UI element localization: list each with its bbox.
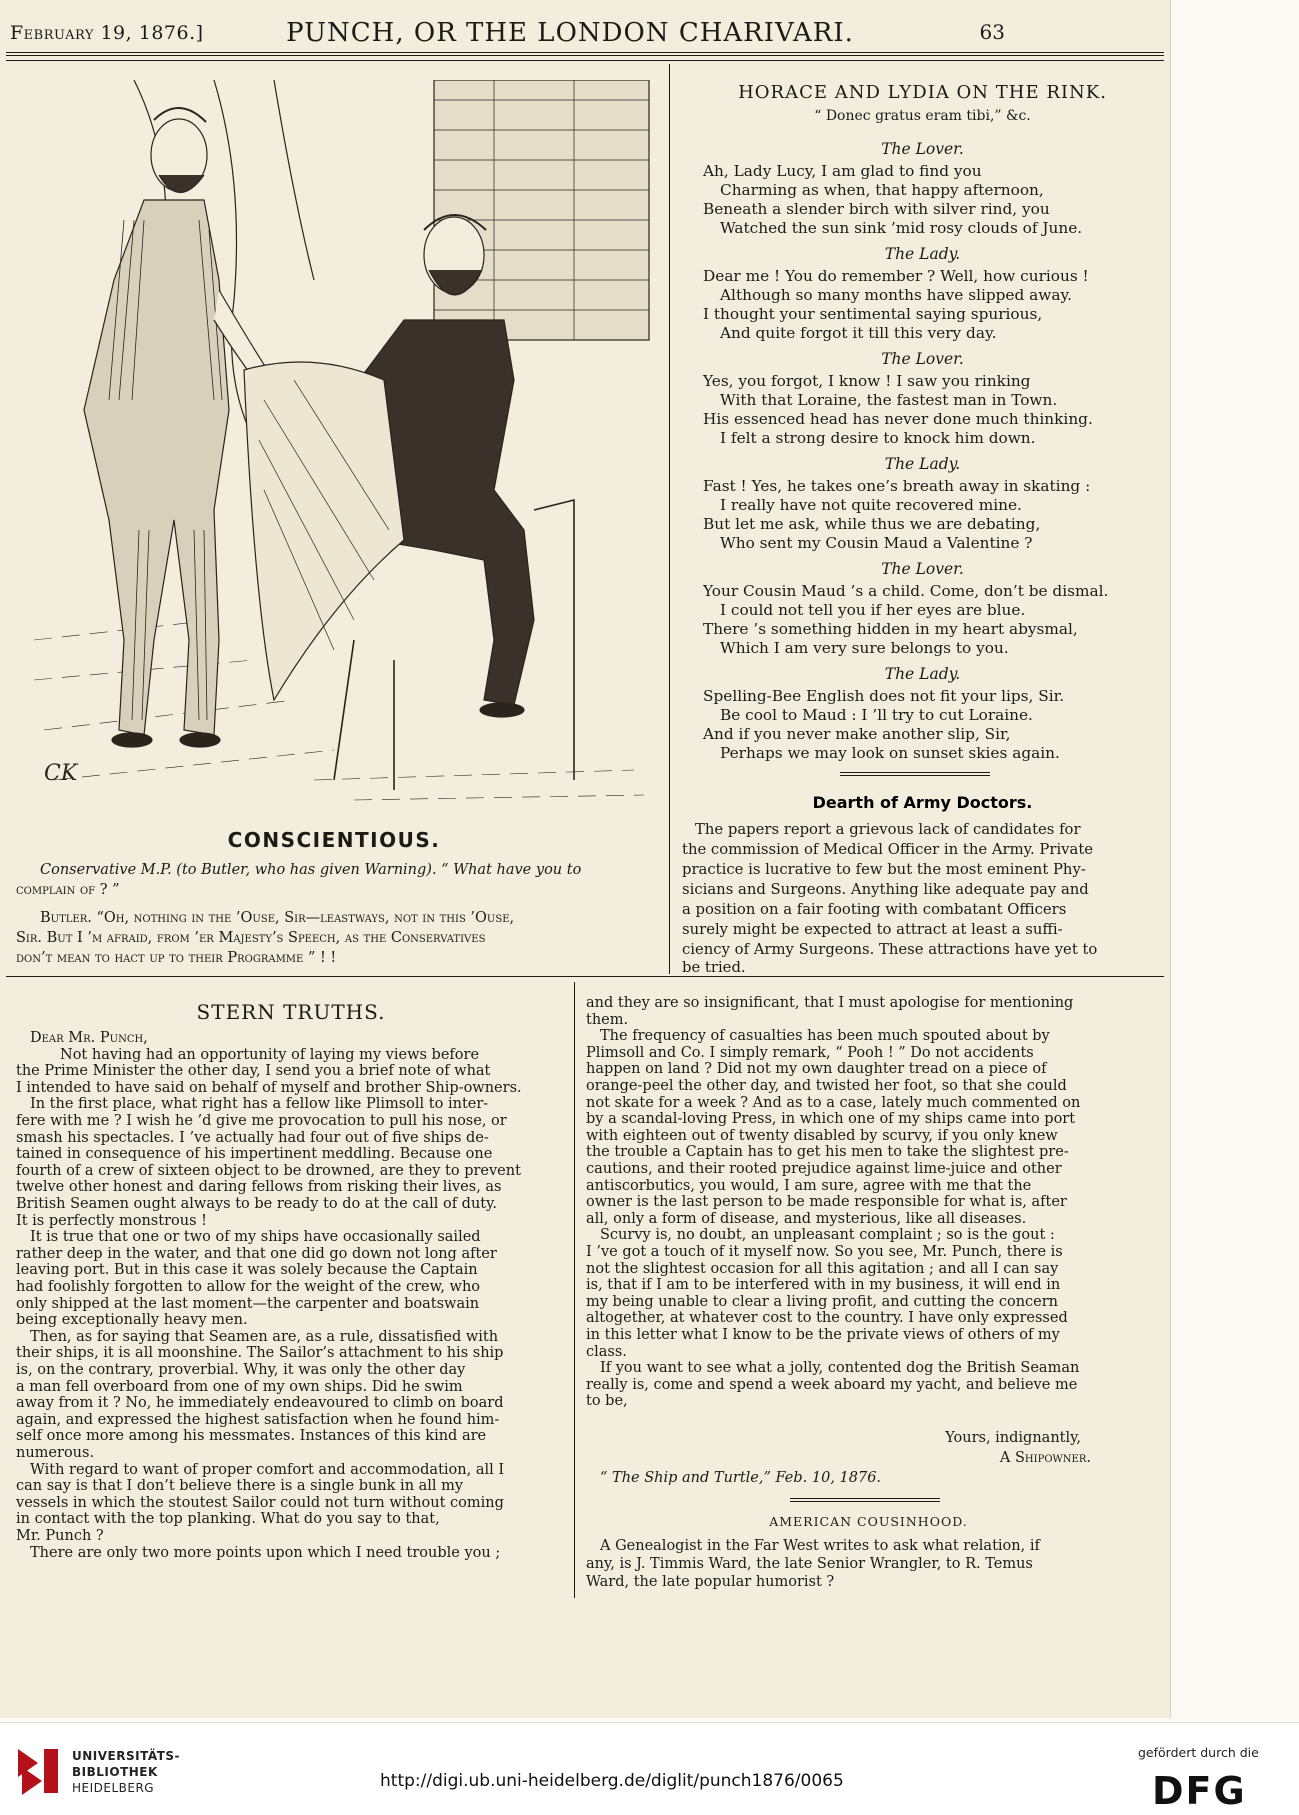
poem-line: With that Loraine, the fastest man in Town. bbox=[720, 391, 1058, 409]
poem-speaker: The Lover. bbox=[881, 560, 964, 578]
article-line: Then, as for saying that Seamen are, as a rule, dissatisfied with bbox=[30, 1328, 499, 1345]
article-line: a position on a fair footing with combatant Officers bbox=[682, 901, 1067, 918]
poem-line: I really have not quite recovered mine. bbox=[720, 496, 1022, 514]
article-line: them. bbox=[586, 1011, 629, 1028]
article-line: The frequency of casualties has been much spouted about by bbox=[600, 1028, 1050, 1045]
column-divider-top bbox=[669, 64, 670, 974]
article-line: sicians and Surgeons. Anything like adequate pay and bbox=[682, 881, 1089, 898]
article-line: With regard to want of proper comfort and accommodation, all I bbox=[30, 1461, 505, 1478]
article-line: It is true that one or two of my ships have occasionally sailed bbox=[30, 1229, 481, 1246]
article-line: orange-peel the other day, and twisted her foot, so that she could bbox=[586, 1078, 1067, 1094]
article-line: British Seamen ought always to be ready to do at the call of duty. bbox=[16, 1196, 497, 1212]
article-line: leaving port. But in this case it was solely because the Captain bbox=[16, 1262, 478, 1279]
article-line: fere with me ? I wish he ’d give me provocation to pull his nose, or bbox=[16, 1113, 507, 1129]
article-line: rather deep in the water, and that one did go down not long after bbox=[16, 1245, 497, 1262]
library-name-line: UNIVERSITÄTS- bbox=[72, 1749, 181, 1763]
poem-speaker: The Lady. bbox=[884, 245, 961, 263]
article-line: Not having had an opportunity of laying my views before bbox=[60, 1046, 480, 1063]
header-rule-2 bbox=[6, 55, 1164, 56]
source-url-link[interactable]: http://digi.ub.uni-heidelberg.de/diglit/punch1876/0065 bbox=[380, 1771, 844, 1791]
article-line: to be, bbox=[586, 1393, 628, 1410]
poem-line: Beneath a slender birch with silver rind, you bbox=[703, 200, 1050, 218]
separator-rule bbox=[840, 775, 990, 776]
article-line: the Prime Minister the other day, I send you a brief note of what bbox=[16, 1063, 491, 1080]
column-divider-bottom bbox=[574, 982, 575, 1598]
poem-title: HORACE AND LYDIA ON THE RINK. bbox=[738, 82, 1107, 103]
article-line: being exceptionally heavy men. bbox=[16, 1312, 248, 1329]
article-line: fourth of a crew of sixteen object to be drowned, are they to prevent bbox=[16, 1162, 521, 1179]
poem-line: Be cool to Maud : I ’ll try to cut Loraine. bbox=[720, 706, 1033, 724]
caption-line: Butler. “Oh, nothing in the ’Ouse, Sir—leastways, not in this ’Ouse, bbox=[40, 910, 515, 926]
article-title: Dearth of Army Doctors. bbox=[812, 793, 1033, 812]
article-line: twelve other honest and daring fellows from risking their lives, as bbox=[16, 1179, 502, 1196]
article-line: not the slightest occasion for all this agitation ; and all I can say bbox=[586, 1260, 1059, 1277]
poem-line: I thought your sentimental saying spurious, bbox=[703, 305, 1043, 323]
article-line: If you want to see what a jolly, contented dog the British Seaman bbox=[600, 1360, 1080, 1377]
masthead-title: PUNCH, OR THE LONDON CHARIVARI. bbox=[286, 18, 854, 48]
article-line: not skate for a week ? And as to a case, lately much commented on bbox=[586, 1094, 1081, 1111]
article-line: Dear Mr. Punch, bbox=[30, 1030, 148, 1046]
library-name-line: HEIDELBERG bbox=[72, 1781, 155, 1795]
article-line: The papers report a grievous lack of candidates for bbox=[695, 821, 1081, 838]
poem-line: There ’s something hidden in my heart abysmal, bbox=[703, 620, 1078, 638]
article-line: with eighteen out of twenty disabled by scurvy, if you only knew bbox=[586, 1127, 1058, 1144]
header-rule bbox=[6, 52, 1164, 53]
article-line: Ward, the late popular humorist ? bbox=[586, 1574, 835, 1590]
article-line: is, that if I am to be interfered with in my business, it will end in bbox=[586, 1277, 1061, 1294]
article-line: tained in consequence of his impertinent meddling. Because one bbox=[16, 1146, 493, 1163]
article-line: I ’ve got a touch of it myself now. So you see, Mr. Punch, there is bbox=[586, 1244, 1063, 1260]
article-line: It is perfectly monstrous ! bbox=[16, 1212, 207, 1229]
header-rule-3 bbox=[6, 60, 1164, 61]
article-line: Scurvy is, no doubt, an unpleasant complaint ; so is the gout : bbox=[600, 1227, 1055, 1244]
article-line: antiscorbutics, you would, I am sure, agree with me that the bbox=[586, 1177, 1032, 1194]
article-line: smash his spectacles. I ’ve actually had four out of five ships de- bbox=[16, 1129, 489, 1146]
library-name-line: BIBLIOTHEK bbox=[72, 1765, 158, 1779]
poem-speaker: The Lady. bbox=[884, 455, 961, 473]
article-line: had foolishly forgotten to allow for the weight of the crew, who bbox=[16, 1279, 481, 1295]
article-line: any, is J. Timmis Ward, the late Senior Wrangler, to R. Temus bbox=[586, 1556, 1033, 1572]
poem-line: Spelling-Bee English does not fit your lips, Sir. bbox=[703, 687, 1065, 705]
poem-line: Although so many months have slipped away. bbox=[720, 286, 1072, 304]
poem-line: Your Cousin Maud ’s a child. Come, don’t be dismal. bbox=[703, 582, 1109, 600]
poem-speaker: The Lover. bbox=[881, 140, 964, 158]
poem-line: I felt a strong desire to knock him down. bbox=[720, 429, 1036, 447]
article-line: self once more among his messmates. Instances of this kind are bbox=[16, 1428, 487, 1445]
article-line: away from it ? No, he immediately endeavoured to climb on board bbox=[16, 1395, 504, 1412]
poem-line: Which I am very sure belongs to you. bbox=[720, 639, 1009, 657]
article-line: cautions, and their rooted prejudice against lime-juice and other bbox=[586, 1161, 1062, 1177]
article-line: my being unable to clear a living profit, and cutting the concern bbox=[586, 1293, 1059, 1310]
poem-line: And if you never make another slip, Sir, bbox=[703, 725, 1011, 743]
digitization-footer bbox=[0, 1722, 1299, 1815]
dfg-logo: DFG bbox=[1152, 1769, 1247, 1813]
poem-line: Who sent my Cousin Maud a Valentine ? bbox=[720, 534, 1033, 552]
poem-speaker: The Lover. bbox=[881, 350, 964, 368]
poem-line: Yes, you forgot, I know ! I saw you rinking bbox=[703, 372, 1031, 390]
artist-signature: CK bbox=[44, 761, 78, 786]
letter-closing: Yours, indignantly, bbox=[945, 1430, 1081, 1446]
article-line: happen on land ? Did not my own daughter tread on a piece of bbox=[586, 1061, 1047, 1078]
page-number: 63 bbox=[979, 20, 1005, 44]
article-title: STERN TRUTHS. bbox=[196, 1000, 386, 1024]
article-line: Plimsoll and Co. I simply remark, “ Pooh ! ” Do not accidents bbox=[586, 1044, 1034, 1061]
article-line: only shipped at the last moment—the carpenter and boatswain bbox=[16, 1295, 480, 1312]
letter-signature: A Shipowner. bbox=[999, 1450, 1091, 1466]
article-line: by a scandal-loving Press, in which one of my ships came into port bbox=[586, 1111, 1076, 1128]
separator-rule bbox=[840, 772, 990, 773]
article-line: In the first place, what right has a fellow like Plimsoll to inter- bbox=[30, 1096, 489, 1113]
article-line: the commission of Medical Officer in the Army. Private bbox=[682, 841, 1094, 858]
article-line: Mr. Punch ? bbox=[16, 1528, 104, 1544]
poem-line: And quite forgot it till this very day. bbox=[720, 324, 997, 342]
article-line: in this letter what I know to be the private views of others of my bbox=[586, 1327, 1060, 1343]
poem-line: Dear me ! You do remember ? Well, how curious ! bbox=[703, 267, 1089, 285]
separator-rule bbox=[790, 1501, 940, 1502]
cartoon-caption-title: CONSCIENTIOUS. bbox=[227, 828, 441, 852]
article-line: A Genealogist in the Far West writes to ask what relation, if bbox=[600, 1538, 1040, 1554]
article-line: all, only a form of disease, and mysterious, like all diseases. bbox=[586, 1210, 1027, 1227]
article-line: I intended to have said on behalf of myself and brother Ship-owners. bbox=[16, 1079, 522, 1096]
article-line: ciency of Army Surgeons. These attractions have yet to bbox=[682, 941, 1098, 958]
article-line: their ships, it is all moonshine. The Sailor’s attachment to his ship bbox=[16, 1345, 504, 1362]
article-line: can say is that I don’t believe there is a single bunk in all my bbox=[16, 1478, 464, 1495]
cartoon-illustration bbox=[14, 80, 654, 820]
article-line: is, on the contrary, proverbial. Why, it was only the other day bbox=[16, 1362, 466, 1378]
article-line: practice is lucrative to few but the most eminent Phy- bbox=[682, 861, 1086, 878]
caption-line: Conservative M.P. (to Butler, who has given Warning). “ What have you to bbox=[40, 862, 582, 878]
article-line: surely might be expected to attract at least a suffi- bbox=[682, 921, 1063, 938]
article-line: vessels in which the stoutest Sailor could not turn without coming bbox=[16, 1494, 504, 1511]
poem-line: Ah, Lady Lucy, I am glad to find you bbox=[703, 162, 982, 180]
poem-line: I could not tell you if her eyes are blue. bbox=[720, 601, 1026, 619]
article-line: be tried. bbox=[682, 959, 746, 976]
poem-line: But let me ask, while thus we are debating, bbox=[703, 515, 1041, 533]
poem-line: Perhaps we may look on sunset skies again. bbox=[720, 744, 1060, 762]
library-logo-icon bbox=[14, 1745, 62, 1797]
article-line: and they are so insignificant, that I must apologise for mentioning bbox=[586, 995, 1074, 1011]
article-line: altogether, at whatever cost to the country. I have only expressed bbox=[586, 1310, 1068, 1327]
caption-line: don’t mean to hact up to their Programme ” ! ! bbox=[16, 950, 337, 966]
caption-line: complain of ? ” bbox=[16, 882, 120, 898]
article-line: owner is the last person to be made responsible for what is, after bbox=[586, 1194, 1067, 1211]
poem-speaker: The Lady. bbox=[884, 665, 961, 683]
poem-motto: “ Donec gratus eram tibi,” &c. bbox=[814, 108, 1031, 124]
article-line: class. bbox=[586, 1343, 627, 1360]
article-title: AMERICAN COUSINHOOD. bbox=[769, 1514, 968, 1529]
letter-dateline: “ The Ship and Turtle,” Feb. 10, 1876. bbox=[600, 1470, 882, 1486]
article-line: in contact with the top planking. What do you say to that, bbox=[16, 1511, 440, 1528]
poem-line: Charming as when, that happy afternoon, bbox=[720, 181, 1044, 199]
article-line: again, and expressed the highest satisfaction when he found him- bbox=[16, 1411, 500, 1428]
poem-line: His essenced head has never done much thinking. bbox=[703, 410, 1093, 428]
article-line: really is, come and spend a week aboard my yacht, and believe me bbox=[586, 1376, 1078, 1393]
caption-line: Sir. But I ’m afraid, from ’er Majesty’s Speech, as the Conservatives bbox=[16, 930, 486, 946]
poem-line: Watched the sun sink ’mid rosy clouds of June. bbox=[720, 219, 1083, 237]
funding-note: gefördert durch die bbox=[1138, 1745, 1259, 1760]
article-line: a man fell overboard from one of my own ships. Did he swim bbox=[16, 1378, 463, 1395]
separator-rule bbox=[790, 1498, 940, 1499]
article-line: the trouble a Captain has to get his men to take the slightest pre- bbox=[586, 1144, 1069, 1161]
article-line: There are only two more points upon which I need trouble you ; bbox=[30, 1544, 501, 1561]
article-line: numerous. bbox=[16, 1445, 95, 1461]
issue-date: February 19, 1876.] bbox=[10, 22, 204, 44]
poem-line: Fast ! Yes, he takes one’s breath away in skating : bbox=[703, 477, 1091, 495]
